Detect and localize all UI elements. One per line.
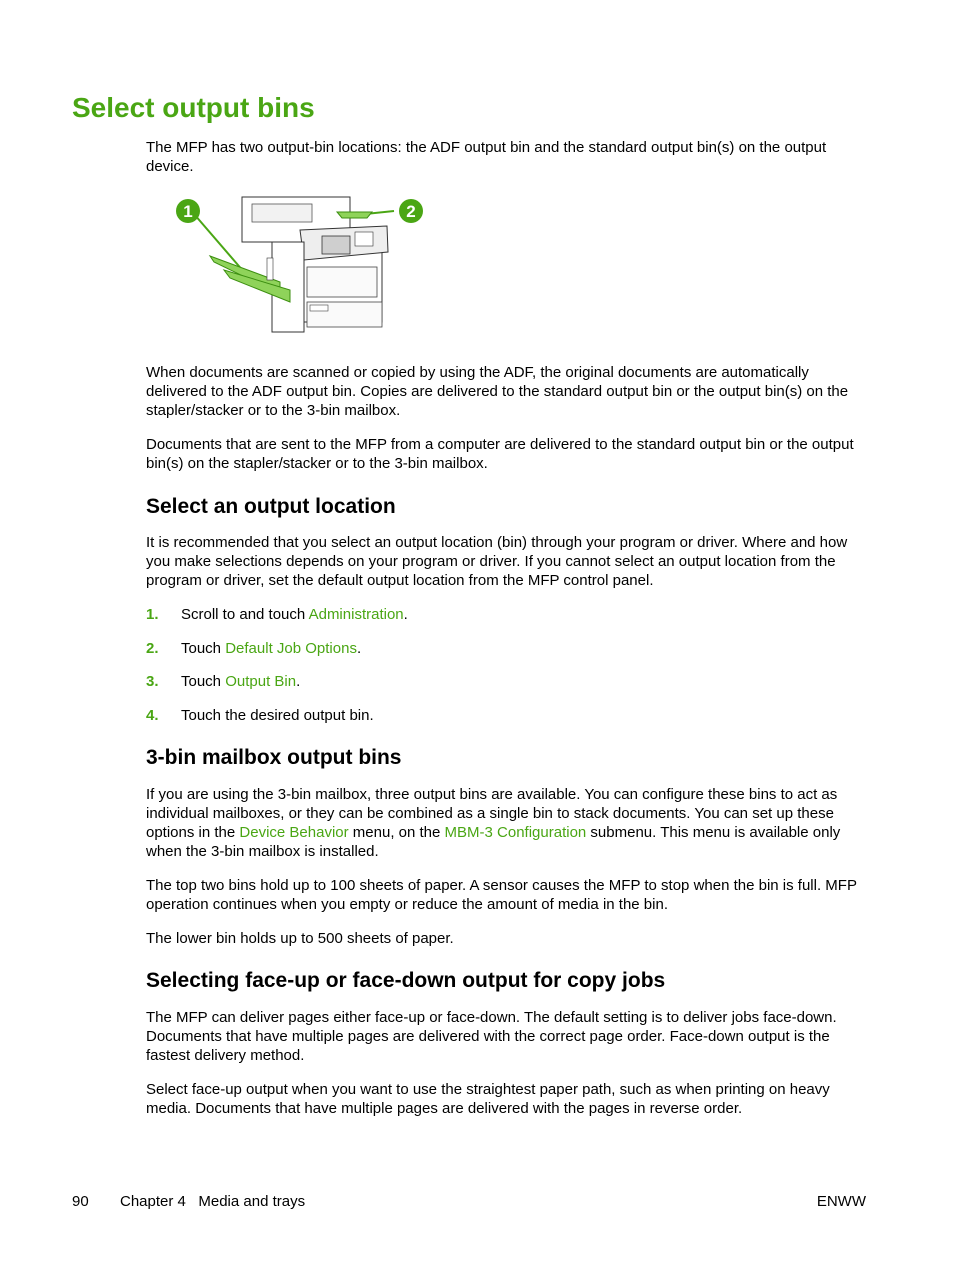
section-heading-mailbox: 3-bin mailbox output bins [146, 746, 402, 769]
section-heading-output-location: Select an output location [146, 495, 396, 518]
step-text [181, 672, 300, 691]
mailbox-paragraph-1 [146, 785, 866, 861]
step-text-lead: Touch [181, 640, 226, 657]
mfp-illustration [172, 192, 432, 342]
mailbox-text-c: submenu. This menu is available only when the 3-bin mailbox is installed. [146, 824, 841, 860]
step-text-end: . [356, 640, 362, 657]
mailbox-text-a: If you are using the 3-bin mailbox, three output bins are available. You can configure these bins to act as individual mailboxes, or they can be combined as a single bin to stack documents. You can set up these options in the [146, 786, 838, 841]
mailbox-paragraph-2: The top two bins hold up to 100 sheets of paper. A sensor causes the MFP to stop when the bin is full. MFP operation continues when you empty or reduce the amount of media in the bin. [146, 877, 857, 913]
step-text-lead: Touch [181, 673, 226, 690]
control-panel-screen [322, 236, 350, 254]
tray-handle [310, 305, 328, 311]
administration-link[interactable]: Administration [308, 606, 404, 623]
adf-output-bin-highlight [337, 212, 372, 218]
footer-chapter: Chapter 4 Media and trays [120, 1193, 306, 1210]
bin-guide [267, 258, 273, 280]
step-4 [146, 706, 866, 726]
mailbox-paragraph-3: The lower bin holds up to 500 sheets of paper. [146, 930, 454, 947]
footer-enww: ENWW [816, 1193, 866, 1210]
callout-1-label: 1 [183, 202, 193, 221]
step-number: 1. [146, 606, 159, 623]
step-2 [146, 639, 866, 659]
mfp-output-bins-figure [172, 192, 432, 342]
step-number: 4. [146, 707, 159, 724]
mbm-3-configuration-link[interactable]: MBM-3 Configuration [444, 824, 587, 841]
step-text: Touch the desired output bin. [181, 707, 374, 724]
device-behavior-link[interactable]: Device Behavior [239, 824, 349, 841]
front-door [307, 267, 377, 297]
computer-delivery-paragraph: Documents that are sent to the MFP from a computer are delivered to the standard output bin or the output bin(s) on the stapler/stacker or to the 3-bin mailbox. [146, 436, 854, 472]
step-text [181, 639, 361, 658]
callout-2-label: 2 [406, 202, 416, 221]
footer-page-number: 90 [72, 1193, 89, 1210]
step-text-end: . [296, 673, 301, 690]
step-1 [146, 605, 866, 625]
section-heading-face-up-down: Selecting face-up or face-down output for copy jobs [146, 969, 666, 992]
face-paragraph-1: The MFP can deliver pages either face-up or face-down. The default setting is to deliver jobs face-down. Documents that have multiple pages are delivered with the correct page order. Face-down output is the fastest delivery method. [146, 1009, 837, 1064]
output-location-paragraph: It is recommended that you select an output location (bin) through your program or driver. Where and how you make selections depends on your program or driver. If you cannot select an output location from the program or driver, set the default output location from the MFP control panel. [146, 534, 848, 589]
scan-delivery-paragraph: When documents are scanned or copied by using the ADF, the original documents are automatically delivered to the ADF output bin. Copies are delivered to the standard output bin or the output bin(s) on the stapler/stacker or to the 3-bin mailbox. [146, 364, 849, 419]
page-title: Select output bins [72, 92, 315, 123]
adf-feeder [252, 204, 312, 222]
default-job-options-link[interactable]: Default Job Options [225, 640, 357, 657]
step-text-lead: Scroll to and touch [181, 606, 309, 623]
face-paragraph-2: Select face-up output when you want to use the straightest paper path, such as when printing on heavy media. Documents that have multiple pages are delivered with the pages in reverse order. [146, 1081, 830, 1117]
intro-paragraph: The MFP has two output-bin locations: the ADF output bin and the standard output bin(s) on the output device. [146, 139, 827, 175]
step-number: 3. [146, 673, 159, 690]
step-text-end: . [403, 606, 408, 623]
keypad [355, 232, 373, 246]
step-text [181, 605, 408, 624]
output-bin-link[interactable]: Output Bin [225, 673, 297, 690]
step-number: 2. [146, 640, 159, 657]
mailbox-text-b: menu, on the [348, 824, 445, 841]
step-3 [146, 672, 866, 692]
